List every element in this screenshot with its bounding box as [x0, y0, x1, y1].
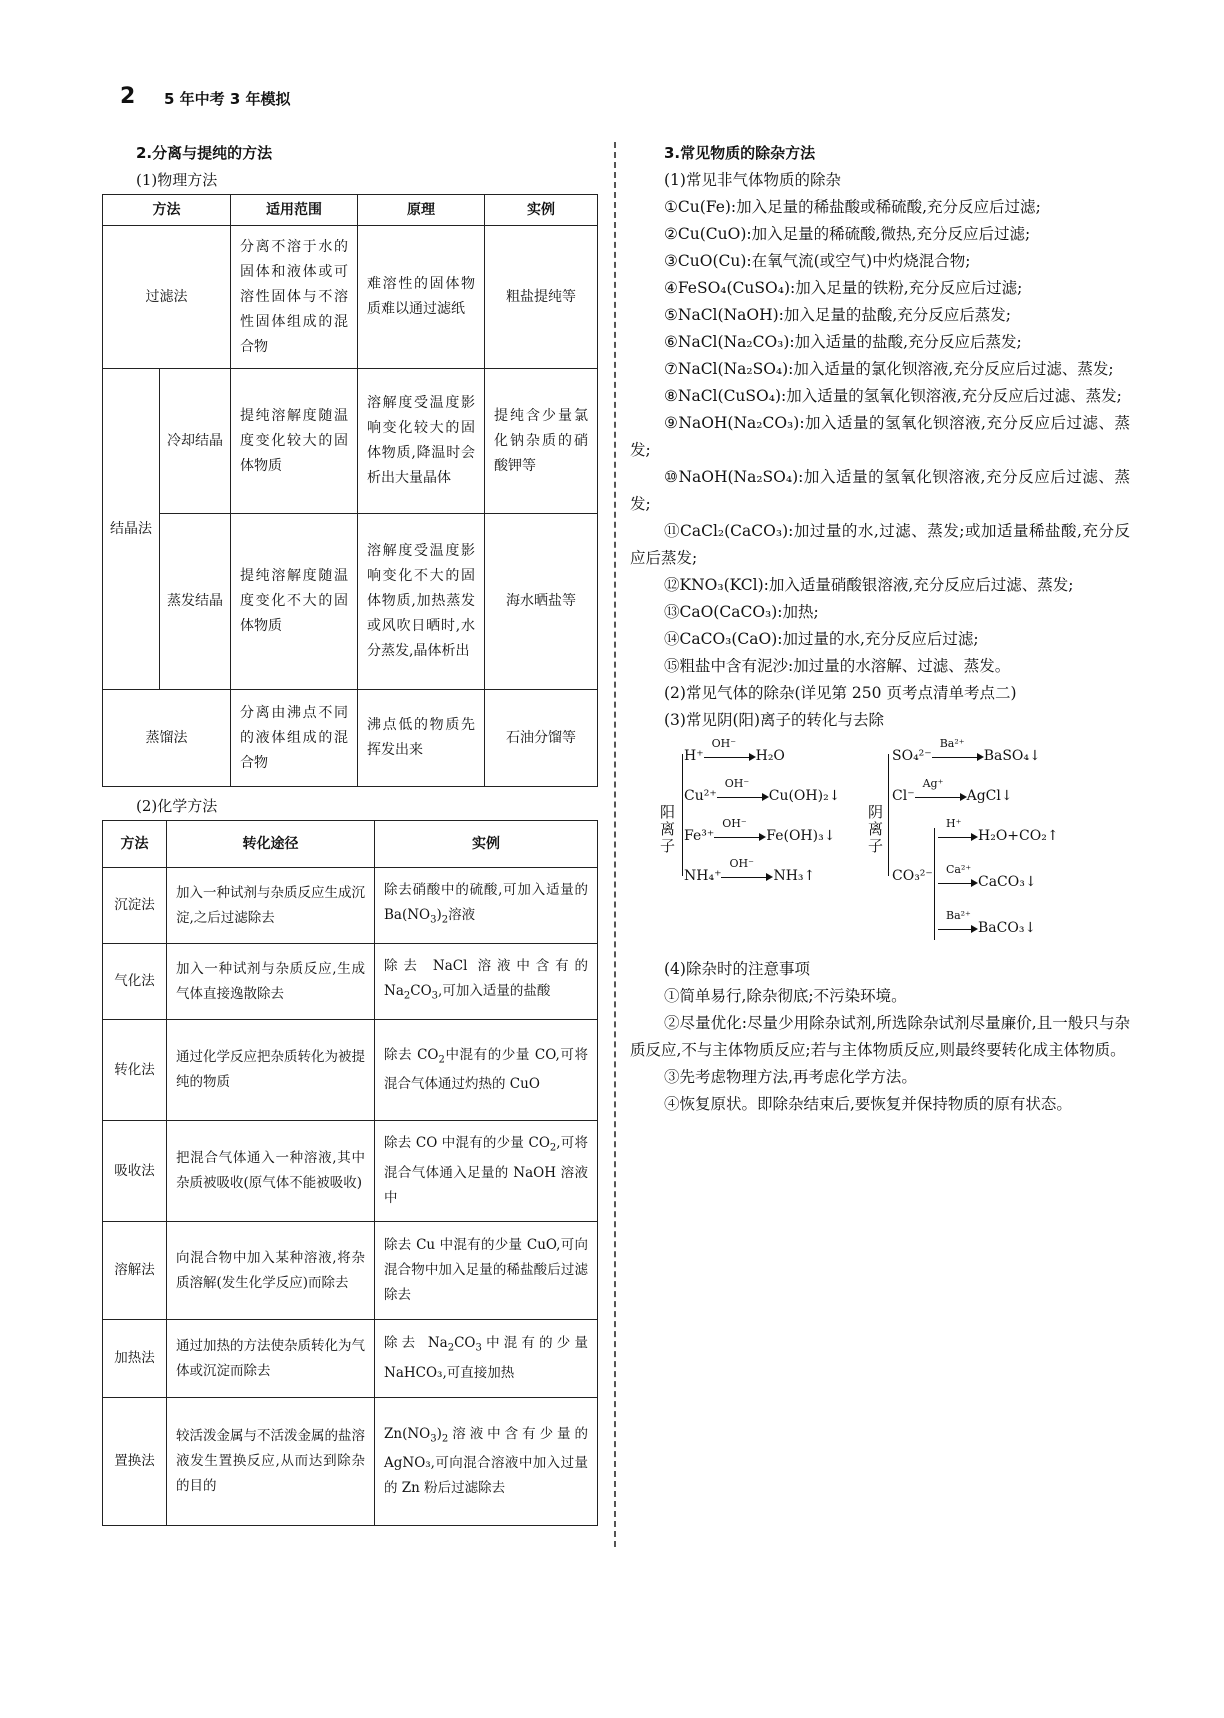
subsection-title: (4)除杂时的注意事项 [664, 960, 810, 978]
anion-label: 阴离子 [868, 803, 884, 855]
method-cell: 蒸馏法 [103, 690, 231, 787]
method-cell: 加热法 [103, 1320, 167, 1398]
section-title: 2.分离与提纯的方法 [136, 144, 273, 162]
list-item: ⑨NaOH(Na₂CO₃):加入适量的氢氧化钡溶液,充分反应后过滤、蒸发; [630, 414, 1130, 459]
method-cell: 沉淀法 [103, 868, 167, 944]
section-title: 3.常见物质的除杂方法 [664, 144, 816, 162]
principle-cell: 溶解度受温度影响变化不大的固体物质,加热蒸发或风吹日晒时,水分蒸发,晶体析出 [358, 514, 485, 690]
route-cell: 通过加热的方法使杂质转化为气体或沉淀而除去 [167, 1320, 375, 1398]
physical-method-table [102, 194, 598, 787]
example-cell: 除去 Cu 中混有的少量 CuO,可向混合物中加入足量的稀盐酸后过滤除去 [375, 1222, 598, 1320]
list-item: ⑧NaCl(CuSO₄):加入适量的氢氧化钡溶液,充分反应后过滤、蒸发; [664, 387, 1122, 405]
example-cell: 除去硝酸中的硫酸,可加入适量的 $Ba(NO_3)_2$溶液 [375, 868, 598, 944]
carbonate-branch: Ba²⁺ BaCO₃↓ [938, 920, 1036, 936]
method-cell: 置换法 [103, 1398, 167, 1526]
note-item: ③先考虑物理方法,再考虑化学方法。 [664, 1068, 917, 1086]
list-item: ⑦NaCl(Na₂SO₄):加入适量的氯化钡溶液,充分反应后过滤、蒸发; [664, 360, 1114, 378]
anion-brace [888, 754, 889, 876]
method-cell: 吸收法 [103, 1121, 167, 1222]
carbonate-ion: CO₃²⁻ [892, 868, 933, 884]
cation-row: NH₄⁺ OH⁻ NH₃↑ [684, 857, 816, 884]
list-item: ⑮粗盐中含有泥沙:加过量的水溶解、过滤、蒸发。 [664, 657, 1011, 675]
example-cell: 粗盐提纯等 [485, 226, 598, 369]
method-cell: 过滤法 [103, 226, 231, 369]
book-title: 5 年中考 3 年模拟 [164, 90, 291, 108]
list-item: ①Cu(Fe):加入足量的稀盐酸或稀硫酸,充分反应后过滤; [664, 198, 1041, 216]
table-header: 适用范围 [231, 195, 358, 226]
note-item: ①简单易行,除杂彻底;不污染环境。 [664, 987, 907, 1005]
example-cell: 海水晒盐等 [485, 514, 598, 690]
list-item: ④FeSO₄(CuSO₄):加入足量的铁粉,充分反应后过滤; [664, 279, 1023, 297]
list-item: ⑫KNO₃(KCl):加入适量硝酸银溶液,充分反应后过滤、蒸发; [664, 576, 1074, 594]
scope-cell: 提纯溶解度随温度变化不大的固体物质 [231, 514, 358, 690]
list-item: ②Cu(CuO):加入足量的稀硫酸,微热,充分反应后过滤; [664, 225, 1031, 243]
note-item: ②尽量优化:尽量少用除杂试剂,所选除杂试剂尽量廉价,且一般只与杂质反应,不与主体物质反应;若与主体物质反应,则最终要转化成主体物质。 [630, 1014, 1130, 1059]
scope-cell: 分离由沸点不同的液体组成的混合物 [231, 690, 358, 787]
subsection-title: (2)常见气体的除杂(详见第 250 页考点清单考点二) [664, 684, 1017, 702]
table-header: 实例 [485, 195, 598, 226]
right-column [630, 140, 1130, 1118]
method-cell: 气化法 [103, 944, 167, 1020]
scope-cell: 提纯溶解度随温度变化较大的固体物质 [231, 369, 358, 514]
example-cell: 提纯含少量氯化钠杂质的硝酸钾等 [485, 369, 598, 514]
route-cell: 加入一种试剂与杂质反应,生成气体直接逸散除去 [167, 944, 375, 1020]
physical-method-title: (1)物理方法 [136, 171, 218, 189]
ion-diagram [630, 736, 1130, 956]
cation-row: Cu²⁺ OH⁻ Cu(OH)₂↓ [684, 777, 841, 804]
carbonate-brace [934, 828, 935, 940]
column-divider [614, 142, 616, 1547]
list-item: ⑪CaCl₂(CaCO₃):加过量的水,过滤、蒸发;或加适量稀盐酸,充分反应后蒸发; [630, 522, 1130, 567]
table-header: 方法 [103, 821, 167, 868]
table-header: 方法 [103, 195, 231, 226]
cation-brace [682, 754, 683, 876]
cation-label: 阳离子 [660, 803, 676, 855]
cation-row: Fe³⁺ OH⁻ Fe(OH)₃↓ [684, 817, 836, 844]
route-cell: 较活泼金属与不活泼金属的盐溶液发生置换反应,从而达到除杂的目的 [167, 1398, 375, 1526]
submethod-cell: 蒸发结晶 [160, 514, 231, 690]
principle-cell: 沸点低的物质先挥发出来 [358, 690, 485, 787]
list-item: ⑥NaCl(Na₂CO₃):加入适量的盐酸,充分反应后蒸发; [664, 333, 1022, 351]
route-cell: 把混合气体通入一种溶液,其中杂质被吸收(原气体不能被吸收) [167, 1121, 375, 1222]
route-cell: 加入一种试剂与杂质反应生成沉淀,之后过滤除去 [167, 868, 375, 944]
route-cell: 向混合物中加入某种溶液,将杂质溶解(发生化学反应)而除去 [167, 1222, 375, 1320]
example-cell: $Zn(NO_3)_2$溶液中含有少量的 AgNO₃,可向混合溶液中加入过量的 Zn 粉后过滤除去 [375, 1398, 598, 1526]
list-item: ⑬CaO(CaCO₃):加热; [664, 603, 819, 621]
submethod-cell: 冷却结晶 [160, 369, 231, 514]
example-cell: 除去 NaCl 溶液中含有的 $Na_2CO_3$,可加入适量的盐酸 [375, 944, 598, 1020]
example-cell: 除去 CO 中混有的少量 $CO_2$,可将混合气体通入足量的 NaOH 溶液中 [375, 1121, 598, 1222]
page-number: 2 [120, 84, 136, 109]
anion-row: Cl⁻ Ag⁺ AgCl↓ [892, 777, 1013, 804]
cation-row: H⁺ OH⁻ H₂O [684, 737, 785, 764]
carbonate-branch: H⁺ H₂O+CO₂↑ [938, 828, 1059, 844]
left-column [102, 140, 597, 1526]
carbonate-branch: Ca²⁺ CaCO₃↓ [938, 874, 1037, 890]
note-item: ④恢复原状。即除杂结束后,要恢复并保持物质的原有状态。 [664, 1095, 1072, 1113]
list-item: ⑤NaCl(NaOH):加入足量的盐酸,充分反应后蒸发; [664, 306, 1012, 324]
subsection-title: (3)常见阴(阳)离子的转化与去除 [664, 711, 885, 729]
example-cell: 除去 $Na_2CO_3$中混有的少量 NaHCO₃,可直接加热 [375, 1320, 598, 1398]
method-cell: 结晶法 [103, 369, 160, 690]
method-cell: 转化法 [103, 1020, 167, 1121]
list-item: ⑭CaCO₃(CaO):加过量的水,充分反应后过滤; [664, 630, 979, 648]
table-header: 实例 [375, 821, 598, 868]
principle-cell: 难溶性的固体物质难以通过滤纸 [358, 226, 485, 369]
impurity-list [630, 194, 1130, 680]
chemical-method-title: (2)化学方法 [136, 797, 218, 815]
list-item: ③CuO(Cu):在氧气流(或空气)中灼烧混合物; [664, 252, 971, 270]
principle-cell: 溶解度受温度影响变化较大的固体物质,降温时会析出大量晶体 [358, 369, 485, 514]
example-cell: 除去 $CO_2$中混有的少量 CO,可将混合气体通过灼热的 CuO [375, 1020, 598, 1121]
table-header: 转化途径 [167, 821, 375, 868]
chemical-method-table [102, 820, 598, 1526]
example-cell: 石油分馏等 [485, 690, 598, 787]
anion-row: SO₄²⁻ Ba²⁺ BaSO₄↓ [892, 737, 1041, 764]
table-header: 原理 [358, 195, 485, 226]
scope-cell: 分离不溶于水的固体和液体或可溶性固体与不溶性固体组成的混合物 [231, 226, 358, 369]
subsection-title: (1)常见非气体物质的除杂 [664, 171, 841, 189]
list-item: ⑩NaOH(Na₂SO₄):加入适量的氢氧化钡溶液,充分反应后过滤、蒸发; [630, 468, 1130, 513]
route-cell: 通过化学反应把杂质转化为被提纯的物质 [167, 1020, 375, 1121]
method-cell: 溶解法 [103, 1222, 167, 1320]
